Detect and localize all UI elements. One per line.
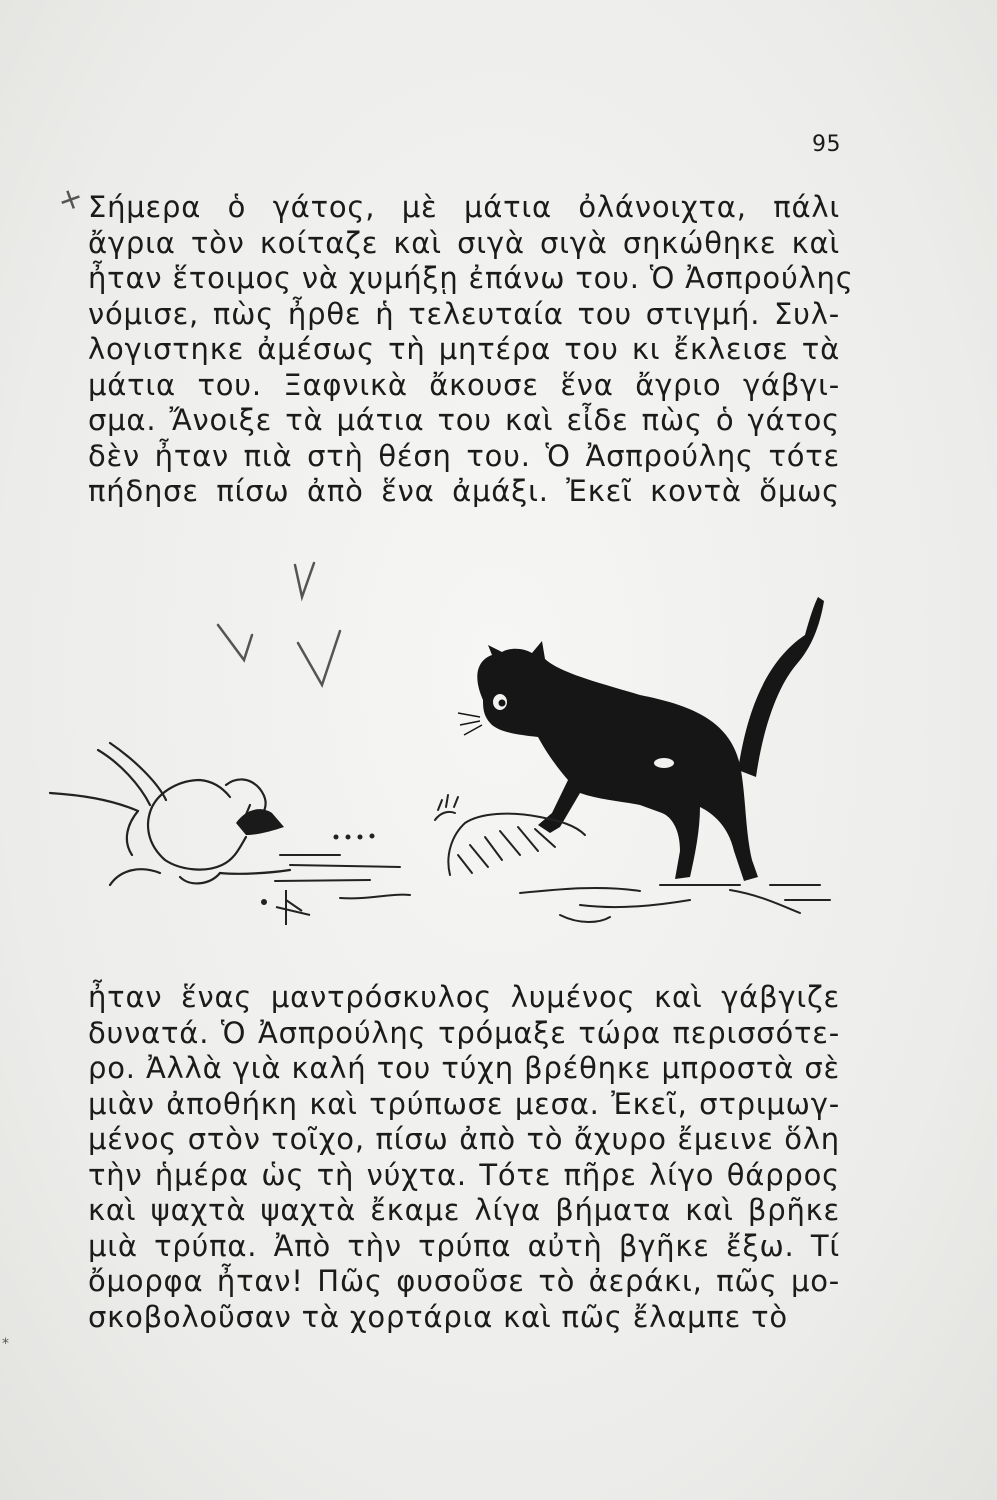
text-line: δυνατά. Ὁ Ἀσπρούλης τρόμαξε τώρα περισσότε- bbox=[88, 1015, 840, 1050]
text-line: νόμισε, πὼς ἦρθε ἡ τελευταία του στιγμή. Συλ- bbox=[88, 296, 840, 331]
cat-and-rabbit-illustration bbox=[40, 555, 840, 935]
pencil-margin-mark-icon: + bbox=[52, 178, 89, 221]
text-line: σκοβολοῦσαν τὰ χορτάρια καὶ πῶς ἔλαμπε τὸ bbox=[88, 1299, 788, 1334]
text-line: μιὰν ἀποθήκη καὶ τρύπωσε μεσα. Ἐκεῖ, στριμωγ- bbox=[88, 1086, 840, 1121]
text-line: καὶ ψαχτὰ ψαχτὰ ἔκαμε λίγα βήματα καὶ βρῆκε bbox=[88, 1193, 840, 1227]
paragraph-bottom bbox=[88, 980, 840, 1335]
text-line: σμα. Ἄνοιξε τὰ μάτια του καὶ εἶδε πὼς ὁ γάτος bbox=[88, 403, 840, 437]
rabbit-ear-dark-icon bbox=[236, 809, 284, 835]
text-line: πήδησε πίσω ἀπὸ ἕνα ἀμάξι. Ἐκεῖ κοντὰ ὅμως bbox=[88, 474, 840, 508]
motion-dots-icon bbox=[261, 834, 375, 906]
text-line: λογιστηκε ἀμέσως τὴ μητέρα του κι ἔκλεισε τὰ bbox=[88, 332, 840, 366]
text-line: μάτια του. Ξαφνικὰ ἄκουσε ἕνα ἄγριο γάβγι- bbox=[88, 367, 840, 402]
text-line: ἦταν ἕνας μαντρόσκυλος λυμένος καὶ γάβγιζε bbox=[88, 980, 840, 1014]
text-line: μιὰ τρύπα. Ἀπὸ τὴν τρύπα αὐτὴ βγῆκε ἔξω. Τί bbox=[88, 1228, 840, 1263]
black-cat-icon bbox=[458, 597, 824, 881]
page-number: 95 bbox=[812, 132, 841, 157]
text-line: μένος στὸν τοῖχο, πίσω ἀπὸ τὸ ἄχυρο ἔμεινε ὅλη bbox=[88, 1122, 840, 1156]
text-line: δὲν ἦταν πιὰ στὴ θέση του. Ὁ Ἀσπρούλης τότε bbox=[88, 438, 840, 473]
pencil-check-marks-icon bbox=[218, 563, 340, 685]
paragraph-top bbox=[88, 190, 854, 510]
text-line: ἄγρια τὸν κοίταζε καὶ σιγὰ σιγὰ σηκώθηκε καὶ bbox=[88, 225, 840, 260]
pencil-dot-mark-icon: * bbox=[2, 1336, 9, 1352]
text-line: Σήμερα ὁ γάτος, μὲ μάτια ὀλάνοιχτα, πάλι bbox=[88, 190, 840, 224]
text-line: ὄμορφα ἦταν! Πῶς φυσοῦσε τὸ ἀεράκι, πῶς μο- bbox=[88, 1264, 840, 1298]
text-line: ἦταν ἕτοιμος νὰ χυμήξῃ ἐπάνω του. Ὁ Ἀσπρούλης bbox=[88, 261, 854, 295]
text-line: ρο. Ἀλλὰ γιὰ καλή του τύχη βρέθηκε μπροστὰ σὲ bbox=[88, 1051, 840, 1085]
grass-sprout-icon bbox=[276, 890, 310, 925]
text-line: τὴν ἡμέρα ὡς τὴ νύχτα. Τότε πῆρε λίγο θάρρος bbox=[88, 1157, 840, 1192]
